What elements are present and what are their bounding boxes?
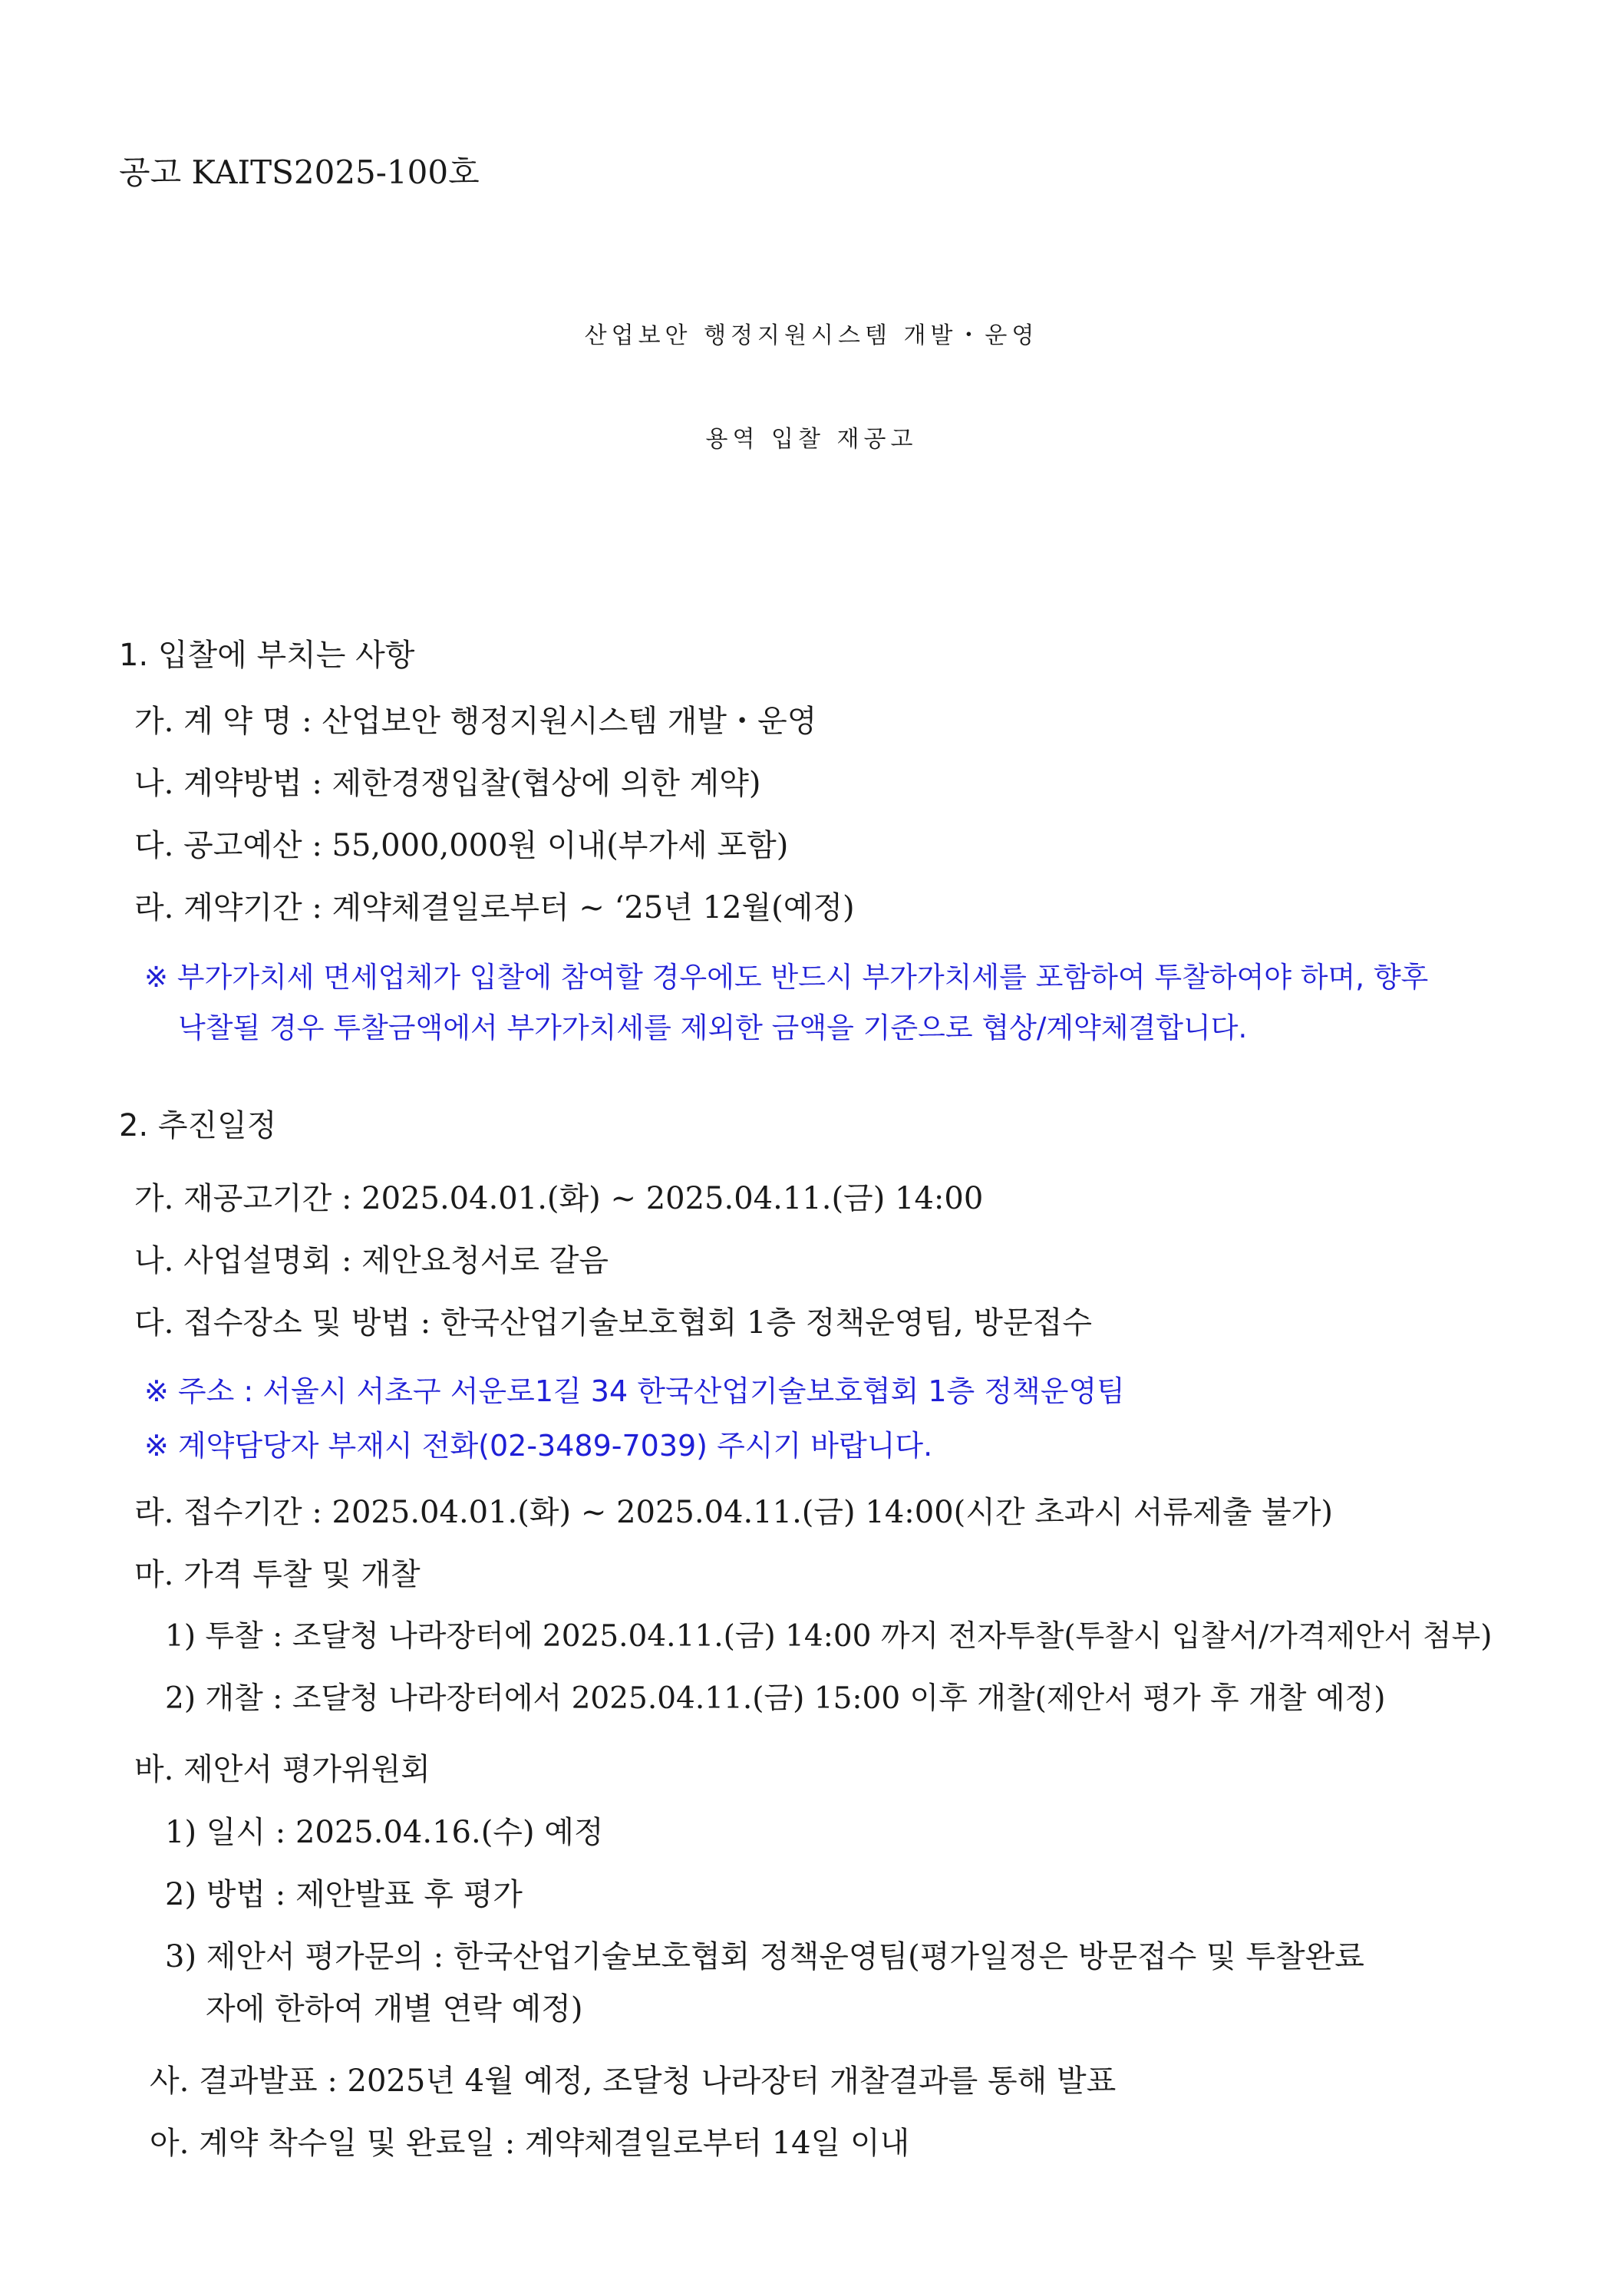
contract-start-item: 아. 계약 착수일 및 완료일 : 계약체결일로부터 14일 이내 [150,2126,910,2161]
bidding-subitem: 1) 투찰 : 조달청 나라장터에 2025.04.11.(금) 14:00 까지 전자투찰(투찰시 입찰서/가격제안서 첨부) [165,1619,1493,1654]
evaluation-method-subitem: 2) 방법 : 제안발표 후 평가 [165,1877,523,1912]
evaluation-date-subitem: 1) 일시 : 2025.04.16.(수) 예정 [165,1815,604,1850]
document-title-line-1: 산업보안 행정지원시스템 개발・운영 [584,322,1039,349]
address-note: ※ 주소 : 서울시 서초구 서운로1길 34 한국산업기술보호협회 1층 정책운영팀 [144,1374,1125,1408]
contract-period-item: 라. 계약기간 : 계약체결일로부터 ~ ‘25년 12월(예정) [134,890,855,925]
vat-note-line-2: 낙찰될 경우 투찰금액에서 부가가치세를 제외한 금액을 기준으로 협상/계약체결합니다. [178,1011,1248,1044]
contract-method-item: 나. 계약방법 : 제한경쟁입찰(협상에 의한 계약) [134,766,761,801]
contact-note: ※ 계약담당자 부재시 전화(02-3489-7039) 주시기 바랍니다. [144,1429,933,1463]
section-2-heading: 2. 추진일정 [119,1108,277,1143]
document-title-line-2: 용역 입찰 재공고 [705,426,918,453]
section-1-heading: 1. 입찰에 부치는 사항 [119,638,415,673]
contract-name-item: 가. 계 약 명 : 산업보안 행정지원시스템 개발・운영 [134,704,817,739]
evaluation-inquiry-subitem-cont: 자에 한하여 개별 연락 예정) [206,1991,583,2027]
result-announcement-item: 사. 결과발표 : 2025년 4월 예정, 조달청 나라장터 개찰결과를 통해 발표 [150,2063,1117,2099]
submission-period-item: 라. 접수기간 : 2025.04.01.(화) ~ 2025.04.11.(금) 14:00(시간 초과시 서류제출 불가) [134,1495,1334,1530]
bid-opening-item: 마. 가격 투찰 및 개찰 [134,1557,421,1592]
notice-number: 공고 KAITS2025-100호 [119,153,480,191]
submission-place-item: 다. 접수장소 및 방법 : 한국산업기술보호협회 1층 정책운영팀, 방문접수 [134,1305,1092,1341]
evaluation-committee-item: 바. 제안서 평가위원회 [134,1752,430,1787]
briefing-item: 나. 사업설명회 : 제안요청서로 갈음 [134,1243,609,1278]
vat-note-line-1: ※ 부가가치세 면세업체가 입찰에 참여할 경우에도 반드시 부가가치세를 포함하여 투찰하여야 하며, 향후 [144,961,1429,994]
budget-item: 다. 공고예산 : 55,000,000원 이내(부가세 포함) [134,828,789,863]
opening-subitem: 2) 개찰 : 조달청 나라장터에서 2025.04.11.(금) 15:00 이후 개찰(제안서 평가 후 개찰 예정) [165,1681,1386,1716]
re-notice-period-item: 가. 재공고기간 : 2025.04.01.(화) ~ 2025.04.11.(금) 14:00 [134,1181,984,1216]
evaluation-inquiry-subitem: 3) 제안서 평가문의 : 한국산업기술보호협회 정책운영팀(평가일정은 방문접수 및 투찰완료 [165,1939,1364,1974]
